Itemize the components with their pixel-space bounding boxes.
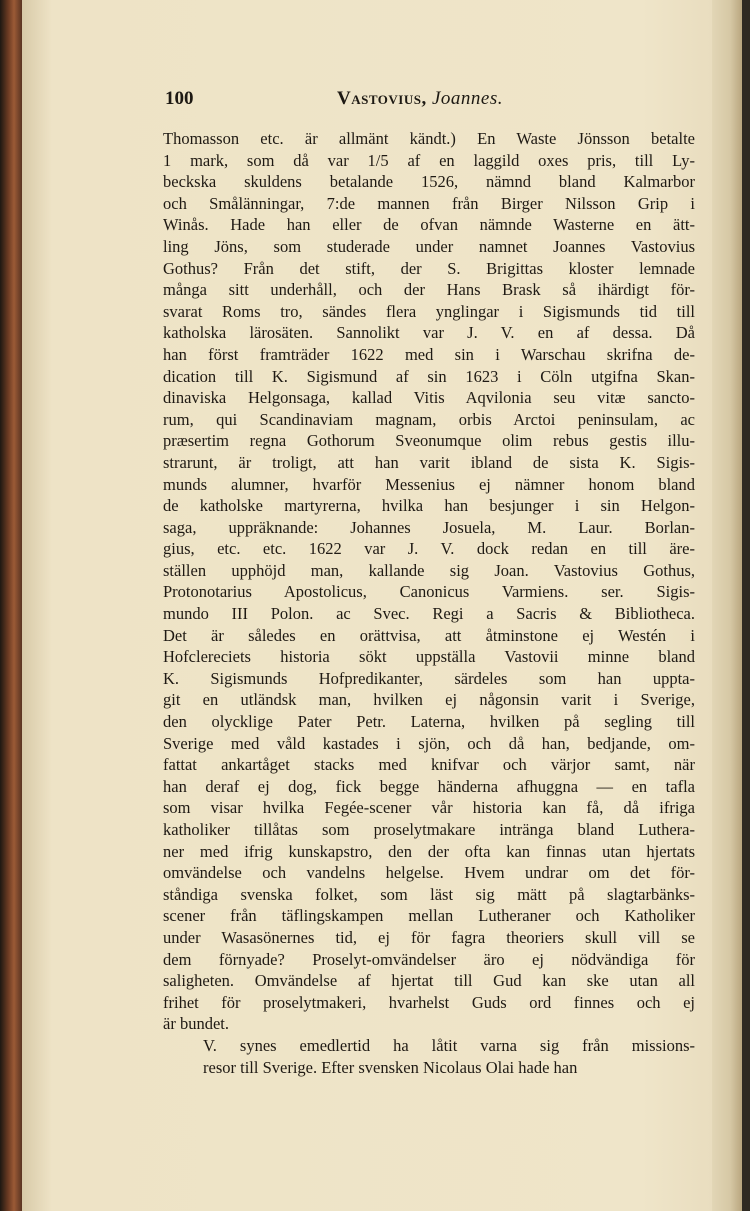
paragraph-1 [163, 128, 695, 1035]
text-line: resor till Sverige. Efter svensken Nicolaus Olai hade han [203, 1057, 578, 1077]
text-line: och Smålänningar, 7:de mannen från Birger Nilsson Grip i [163, 193, 695, 213]
text-line: han deraf ej dog, fick begge händerna afhuggna — en tafla [163, 776, 695, 796]
text-line: Winås. Hade han eller de ofvan nämnde Wasterne en ätt- [163, 215, 695, 235]
text-line: som visar hvilka Fegée-scener vår historia kan få, då ifriga [163, 798, 695, 818]
text-line: under Wasasönernes tid, ej för fagra theoriers skull vill se [163, 927, 695, 947]
text-line: frihet för proselytmakeri, hvarhelst Guds ord finnes och ej [163, 992, 695, 1012]
text-line: git en utländsk man, hvilken ej någonsin varit i Sverige, [163, 690, 695, 710]
running-head [337, 88, 503, 110]
text-line: ling Jöns, som studerade under namnet Joannes Vastovius [163, 236, 695, 256]
body-text [163, 128, 695, 1078]
page-header [165, 88, 665, 118]
text-line: han först framträder 1622 med sin i Warschau skrifna de- [163, 344, 695, 364]
text-line: munds alumner, hvarför Messenius ej nämner honom bland [163, 474, 695, 494]
book-spine [0, 0, 22, 1211]
text-line: 1 mark, som då var 1/5 af en laggild oxes pris, till Ly- [163, 150, 695, 170]
running-head-name: Vastovius, [337, 88, 427, 109]
running-head-forename: Joannes. [431, 88, 503, 109]
text-line: Thomasson etc. är allmänt kändt.) En Waste Jönsson betalte [163, 129, 695, 148]
text-line: gius, etc. etc. 1622 var J. V. dock redan en till äre- [163, 539, 695, 559]
text-line: katholska lärosäten. Sannolikt var J. V. en af dessa. Då [163, 323, 695, 343]
page-number: 100 [165, 88, 194, 109]
text-line: dinaviska Helgonsaga, kallad Vitis Aqvilonia seu vitæ sancto- [163, 388, 695, 408]
text-line: katholiker tillåtas som proselytmakare intränga bland Luthera- [163, 820, 695, 839]
text-line: många sitt underhåll, och der Hans Brask så ihärdigt för- [163, 280, 695, 300]
text-line: K. Sigismunds Hofpredikanter, särdeles som han uppta- [163, 668, 695, 688]
text-line: dem förnyade? Proselyt-omvändelser äro ej nödvändiga för [163, 949, 695, 969]
facing-page-edge [712, 0, 742, 1211]
paragraph-2 [163, 1035, 695, 1078]
text-line: mundo III Polon. ac Svec. Regi a Sacris & Bibliotheca. [163, 604, 695, 624]
text-line: rum, qui Scandinaviam magnam, orbis Arctoi peninsulam, ac [163, 409, 695, 429]
text-line: ner med ifrig kunskapstro, den der ofta kan finnas utan hjertats [163, 841, 695, 861]
text-line: Gothus? Från det stift, der S. Brigittas kloster lemnade [163, 258, 695, 278]
text-line: den olycklige Pater Petr. Laterna, hvilken på segling till [163, 712, 695, 732]
text-line: ståndiga svenska folket, som läst sig mätt på slagtarbänks- [163, 884, 695, 904]
text-line: Hofclereciets historia sökt uppställa Vastovii minne bland [163, 647, 695, 667]
text-line: dication till K. Sigismund af sin 1623 i Cöln utgifna Skan- [163, 366, 695, 386]
text-line: de katholske martyrerna, hvilka han besjunger i sin Helgon- [163, 496, 695, 516]
text-line: saga, uppräknande: Johannes Josuela, M. Laur. Borlan- [163, 517, 695, 537]
text-line: Protonotarius Apostolicus, Canonicus Varmiens. ser. Sigis- [163, 582, 695, 602]
text-line: svarat Roms tro, sändes flera ynglingar i Sigismunds tid till [163, 301, 695, 321]
text-line: V. synes emedlertid ha låtit varna sig från missions- [203, 1035, 695, 1055]
text-line: præsertim regna Gothorum Sveonumque olim rebus gestis illu- [163, 431, 695, 451]
text-line: är bundet. [163, 1014, 229, 1034]
text-line: Det är således en orättvisa, att åtminstone ej Westén i [163, 625, 695, 645]
text-line: strarunt, är troligt, att han varit ibland de sista K. Sigis- [163, 452, 695, 472]
text-line: beckska skuldens betalande 1526, nämnd bland Kalmarbor [163, 172, 695, 192]
text-line: scener från täflingskampen mellan Lutheraner och Katholiker [163, 906, 695, 926]
text-line: Sverige med våld kastades i sjön, och då han, bedjande, om- [163, 733, 695, 753]
text-line: ställen upphöjd man, kallande sig Joan. Vastovius Gothus, [163, 560, 695, 580]
text-line: fattat ankartåget stacks med knifvar och värjor samt, när [163, 755, 695, 775]
text-line: omvändelse och vandelns helgelse. Hvem undrar om det för- [163, 863, 695, 883]
text-line: saligheten. Omvändelse af hjertat till Gud kan ske utan all [163, 971, 695, 991]
